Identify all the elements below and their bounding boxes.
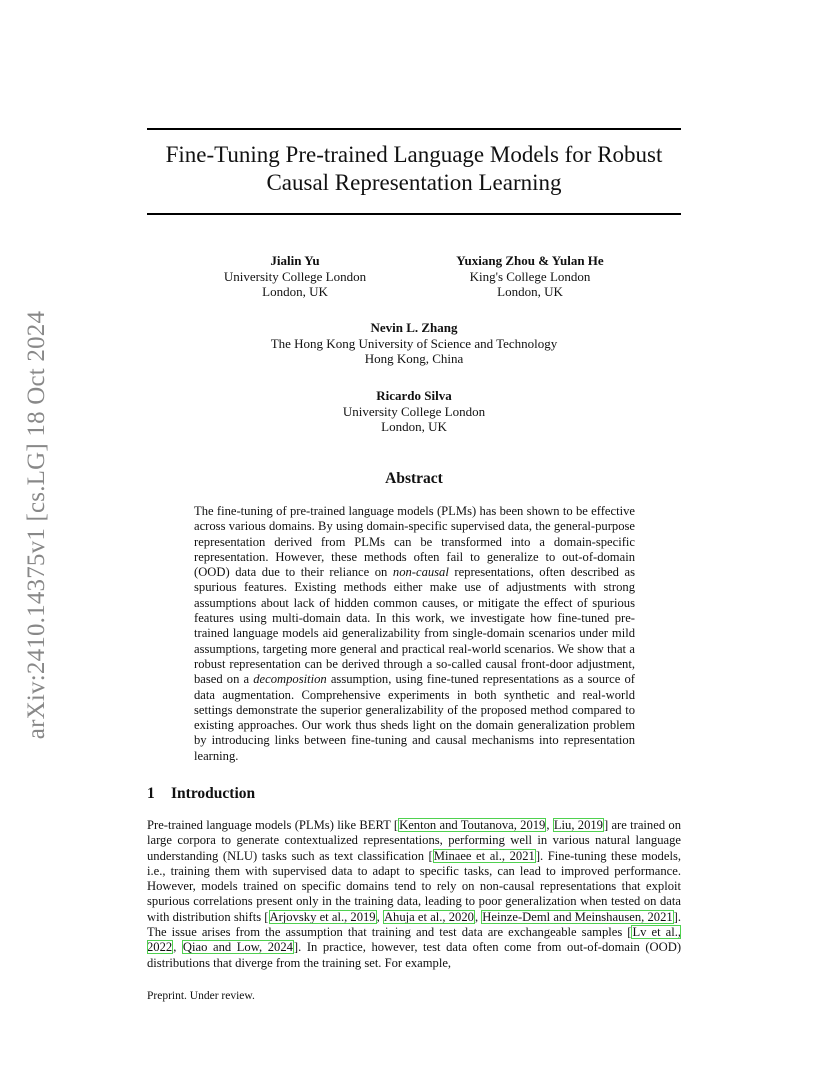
citation-link[interactable]: Arjovsky et al., 2019 bbox=[269, 909, 376, 924]
abstract-text: assumption, using fine-tuned representations as a source of data augmentation. Comprehensive experiments in both synthetic and real-world settings demonstrate the superior generalizability of the proposed method compared to existing approaches. Our work thus sheds light on the domain generalization problem by introducing links between fine-tuning and causal mechanisms into representation learning. bbox=[194, 672, 635, 763]
author-block-4 bbox=[314, 388, 514, 435]
arxiv-sidebar-id bbox=[22, 290, 52, 760]
citation-link[interactable]: Qiao and Low, 2024 bbox=[182, 940, 293, 955]
author-location: Hong Kong, China bbox=[364, 351, 464, 366]
author-name: Ricardo Silva bbox=[376, 388, 452, 403]
intro-text: , bbox=[546, 818, 553, 832]
citation-link[interactable]: Liu, 2019 bbox=[553, 818, 603, 832]
abstract-emphasis: non-causal bbox=[392, 565, 449, 580]
author-name: Nevin L. Zhang bbox=[370, 320, 458, 335]
intro-text: ]. The issue arises from the assumption that training and test data are exchangeable samples [ bbox=[147, 909, 682, 940]
author-affiliation: The Hong Kong University of Science and Technology bbox=[270, 335, 558, 351]
abstract-body bbox=[194, 504, 635, 764]
paper-title bbox=[147, 141, 681, 197]
citation-link[interactable]: Lv et al., 2022 bbox=[147, 925, 681, 955]
author-location: London, UK bbox=[262, 284, 328, 299]
citation-link[interactable]: Heinze-Deml and Meinshausen, 2021 bbox=[482, 909, 673, 924]
footer-note: Preprint. Under review. bbox=[147, 990, 255, 1002]
author-location: London, UK bbox=[497, 284, 563, 299]
title-line-2: Causal Representation Learning bbox=[266, 170, 562, 195]
intro-text: , bbox=[376, 909, 383, 924]
abstract-text: representations, often described as spurious features. Existing methods either make use of adjustments with strong assumptions about lack of hidden common causes, or mitigate the effect of spurious features using multi-domain data. In this work, we investigate how fine-tuned pre-trained language models aid generalizability from single-domain scenarios under mild assumptions, targeting more general and practical real-world scenarios. We show that a robust representation can be derived through a so-called causal front-door adjustment, based on a bbox=[194, 565, 635, 687]
author-location: London, UK bbox=[381, 419, 447, 434]
abstract-emphasis: decomposition bbox=[253, 672, 327, 687]
author-name: Yuxiang Zhou & Yulan He bbox=[456, 253, 604, 268]
section-title: Introduction bbox=[171, 785, 256, 802]
intro-text: , bbox=[173, 940, 182, 955]
intro-text: ] are trained on large corpora to generate contextualized representations, performing well in various natural language understanding (NLU) tasks such as text classification [ bbox=[147, 818, 682, 863]
title-top-rule bbox=[147, 128, 681, 130]
abstract-heading: Abstract bbox=[385, 470, 443, 487]
arxiv-identifier: arXiv:2410.14375v1 [cs.LG] 18 Oct 2024 bbox=[23, 310, 50, 740]
intro-text: ]. Fine-tuning these models, i.e., training them with supervised data to adapt to specific tasks, can lead to improved performance. However, models trained on specific domains tend to rely on non-causal representations that exploit spurious correlations present only in the training data, leading to poor generalization when tested on data with distribution shifts [ bbox=[147, 848, 681, 924]
introduction-paragraph bbox=[147, 818, 681, 971]
author-affiliation: University College London bbox=[342, 403, 486, 419]
title-line-1: Fine-Tuning Pre-trained Language Models for Robust bbox=[165, 142, 663, 167]
section-number: 1 bbox=[147, 785, 155, 802]
author-block-1 bbox=[200, 253, 390, 300]
author-name: Jialin Yu bbox=[270, 253, 320, 268]
author-block-2 bbox=[430, 253, 630, 300]
author-affiliation: University College London bbox=[223, 268, 367, 284]
author-block-3 bbox=[214, 320, 614, 367]
abstract-text: The fine-tuning of pre-trained language models (PLMs) has been shown to be effective across various domains. By using domain-specific supervised data, the general-purpose representation derived from PLMs can be transformed into a domain-specific representation. However, these methods often fail to generalize to out-of-domain (OOD) data due to their reliance on bbox=[194, 504, 635, 580]
author-affiliation: King's College London bbox=[469, 268, 591, 284]
citation-link[interactable]: Kenton and Toutanova, 2019 bbox=[399, 818, 546, 832]
intro-text: Pre-trained language models (PLMs) like BERT [ bbox=[147, 818, 399, 832]
citation-link[interactable]: Minaee et al., 2021 bbox=[433, 848, 535, 863]
intro-text: ]. In practice, however, test data often come from out-of-domain (OOD) distributions that diverge from the training set. For example, bbox=[147, 940, 682, 970]
section-heading-introduction bbox=[147, 785, 255, 803]
citation-link[interactable]: Ahuja et al., 2020 bbox=[383, 909, 474, 924]
intro-text: , bbox=[474, 909, 482, 924]
title-bottom-rule bbox=[147, 213, 681, 215]
